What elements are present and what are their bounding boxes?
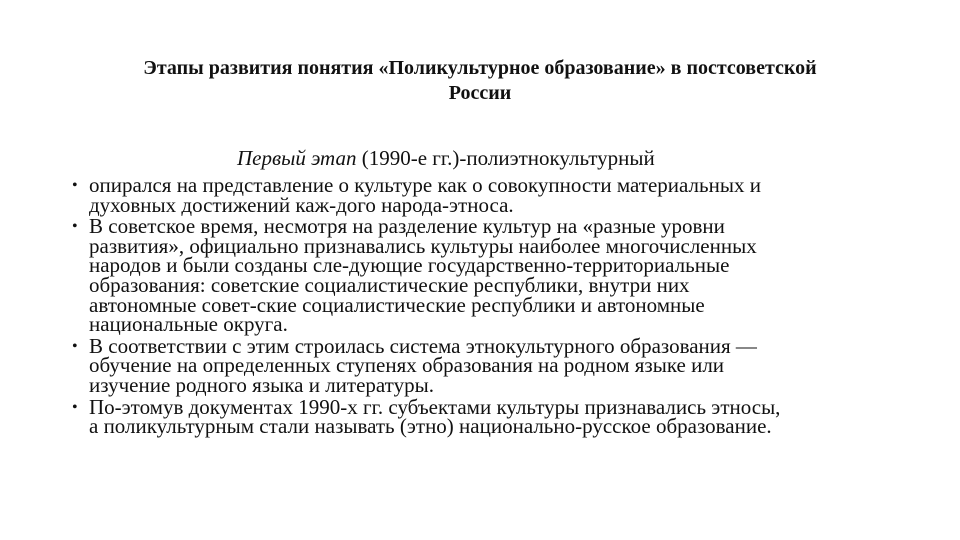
bullet-line: В советское время, несмотря на разделение культур на «разные уровни xyxy=(89,214,725,239)
slide-title xyxy=(60,56,900,106)
stage-description: (1990-е гг.)-полиэтнокультурный xyxy=(356,146,655,170)
bullet-line: духовных достижений каж-дого народа-этноса. xyxy=(89,192,514,217)
bullet-line: а поликультурным стали называть (этно) национально-русское образование. xyxy=(89,414,772,439)
bullet-icon: • xyxy=(72,218,78,236)
bullet-line: опирался на представление о культуре как о совокупности материальных и xyxy=(89,173,761,197)
bullet-line: образования: советские социалистические республики, внутри них xyxy=(89,272,690,297)
stage-name: Первый этап xyxy=(237,146,357,170)
bullet-icon: • xyxy=(72,337,78,355)
bullet-line: автономные совет-ские социалистические республики и автономные xyxy=(89,292,705,317)
bullet-line: обучение на определенных ступенях образования на родном языке или xyxy=(89,353,725,378)
bullet-line: народов и были созданы сле-дующие государственно-территориальные xyxy=(89,253,730,278)
bullet-item-3 xyxy=(70,333,900,397)
bullet-line: По-этомув документах 1990-х гг. субъектами культуры признавались этносы, xyxy=(89,394,781,419)
bullet-item-1 xyxy=(70,173,900,217)
bullet-item-2 xyxy=(70,214,900,337)
slide-title-line-2: России xyxy=(448,82,512,104)
bullet-line: В соответствии с этим строилась система этнокультурного образования — xyxy=(89,333,757,358)
bullet-icon: • xyxy=(72,177,78,194)
bullet-line: развития», официально признавались культуры наиболее многочисленных xyxy=(89,233,757,258)
bullet-item-4 xyxy=(70,394,900,439)
bullet-line: изучение родного языка и литературы. xyxy=(89,372,434,397)
stage-heading xyxy=(237,146,655,170)
bullet-list xyxy=(70,173,900,439)
bullet-icon: • xyxy=(72,398,78,416)
slide-title-line-1: Этапы развития понятия «Поликультурное образование» в постсоветской xyxy=(143,57,817,79)
bullet-line: национальные округа. xyxy=(89,312,288,337)
